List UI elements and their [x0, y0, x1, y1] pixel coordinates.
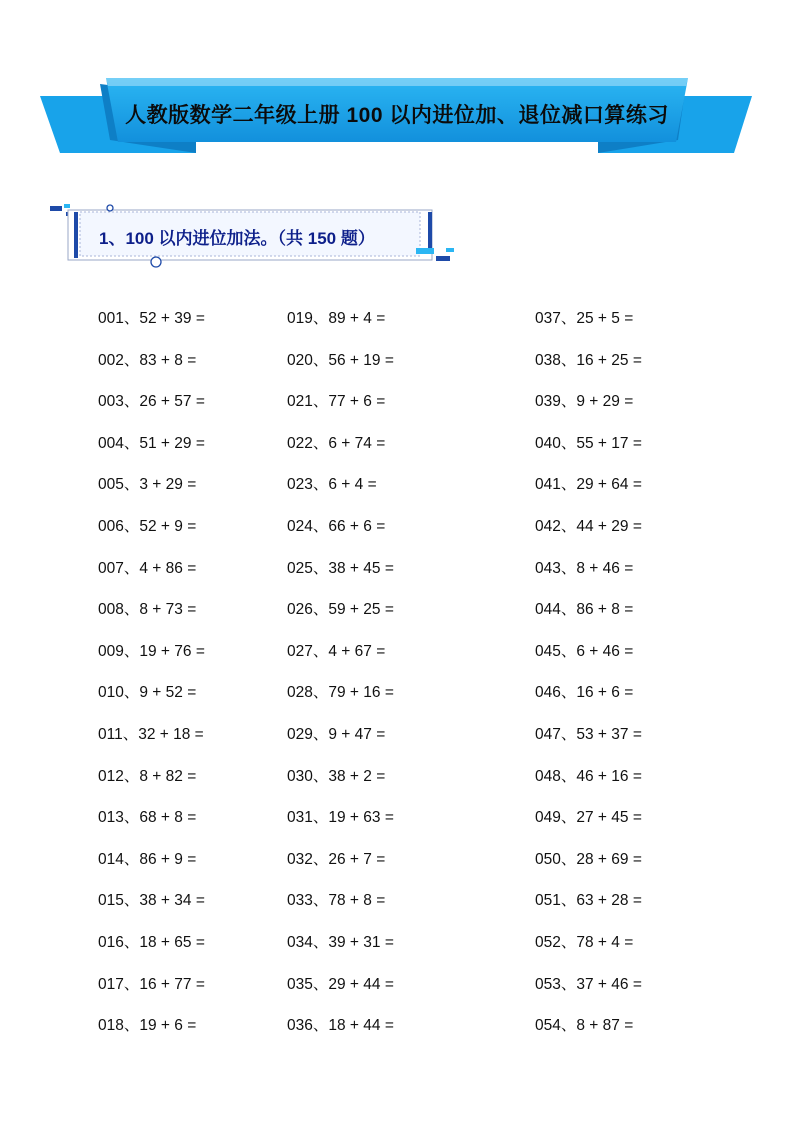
problem-item: 011、32 + 18 = [98, 725, 204, 743]
problem-item: 001、52 + 39 = [98, 310, 205, 327]
problem-item: 028、79 + 16 = [287, 684, 394, 702]
section-title: 1、100 以内进位加法。（共 150 题） [99, 229, 375, 248]
problem-item: 041、29 + 64 = [535, 476, 642, 494]
problem-item: 027、4 + 67 = [287, 642, 386, 660]
problem-item: 019、89 + 4 = [287, 310, 386, 327]
problem-item: 039、9 + 29 = [535, 393, 634, 411]
problem-item: 004、51 + 29 = [98, 434, 205, 452]
problem-item: 024、66 + 6 = [287, 517, 386, 535]
problem-item: 031、19 + 63 = [287, 809, 394, 827]
problem-item: 010、9 + 52 = [98, 684, 197, 702]
problem-item: 054、8 + 87 = [535, 1017, 634, 1035]
problem-item: 048、46 + 16 = [535, 767, 642, 785]
problem-item: 037、25 + 5 = [535, 310, 634, 327]
page-title: 人教版数学二年级上册 100 以内进位加、退位减口算练习 [125, 104, 669, 127]
section-header [50, 198, 460, 270]
problem-item: 003、26 + 57 = [98, 393, 205, 411]
problem-item: 052、78 + 4 = [535, 933, 634, 951]
problem-item: 014、86 + 9 = [98, 850, 197, 868]
problem-item: 009、19 + 76 = [98, 642, 205, 660]
problem-item: 049、27 + 45 = [535, 809, 642, 827]
problem-column-1 [98, 307, 205, 1056]
problem-item: 007、4 + 86 = [98, 559, 197, 577]
problem-item: 002、83 + 8 = [98, 351, 197, 369]
problem-item: 044、86 + 8 = [535, 601, 634, 619]
problem-item: 005、3 + 29 = [98, 476, 197, 494]
problem-item: 042、44 + 29 = [535, 517, 642, 535]
problem-item: 045、6 + 46 = [535, 642, 634, 660]
problem-item: 034、39 + 31 = [287, 933, 394, 951]
problem-item: 043、8 + 46 = [535, 559, 634, 577]
problem-column-3 [535, 307, 642, 1056]
problem-item: 051、63 + 28 = [535, 892, 642, 910]
problem-item: 029、9 + 47 = [287, 725, 386, 743]
problem-item: 053、37 + 46 = [535, 975, 642, 993]
problem-item: 008、8 + 73 = [98, 601, 197, 619]
problem-item: 016、18 + 65 = [98, 933, 205, 951]
problem-item: 030、38 + 2 = [287, 767, 386, 785]
problem-item: 017、16 + 77 = [98, 975, 205, 993]
banner-ribbon-graphic [0, 0, 794, 170]
problem-item: 025、38 + 45 = [287, 559, 394, 577]
problem-item: 013、68 + 8 = [98, 809, 197, 827]
problem-item: 035、29 + 44 = [287, 975, 394, 993]
problem-item: 038、16 + 25 = [535, 351, 642, 369]
problem-item: 033、78 + 8 = [287, 892, 386, 910]
problem-item: 026、59 + 25 = [287, 601, 394, 619]
problem-item: 046、16 + 6 = [535, 684, 634, 702]
problem-item: 022、6 + 74 = [287, 434, 386, 452]
problem-item: 015、38 + 34 = [98, 892, 205, 910]
problem-column-2 [287, 307, 394, 1056]
problem-item: 006、52 + 9 = [98, 517, 197, 535]
problem-item: 047、53 + 37 = [535, 725, 642, 743]
title-banner [0, 0, 794, 170]
problem-item: 032、26 + 7 = [287, 850, 386, 868]
problem-item: 012、8 + 82 = [98, 767, 197, 785]
problem-item: 036、18 + 44 = [287, 1017, 394, 1035]
problem-item: 021、77 + 6 = [287, 393, 386, 411]
problem-item: 040、55 + 17 = [535, 434, 642, 452]
problem-item: 018、19 + 6 = [98, 1017, 197, 1035]
problem-item: 020、56 + 19 = [287, 351, 394, 369]
problem-item: 023、6 + 4 = [287, 476, 377, 494]
problem-item: 050、28 + 69 = [535, 850, 642, 868]
